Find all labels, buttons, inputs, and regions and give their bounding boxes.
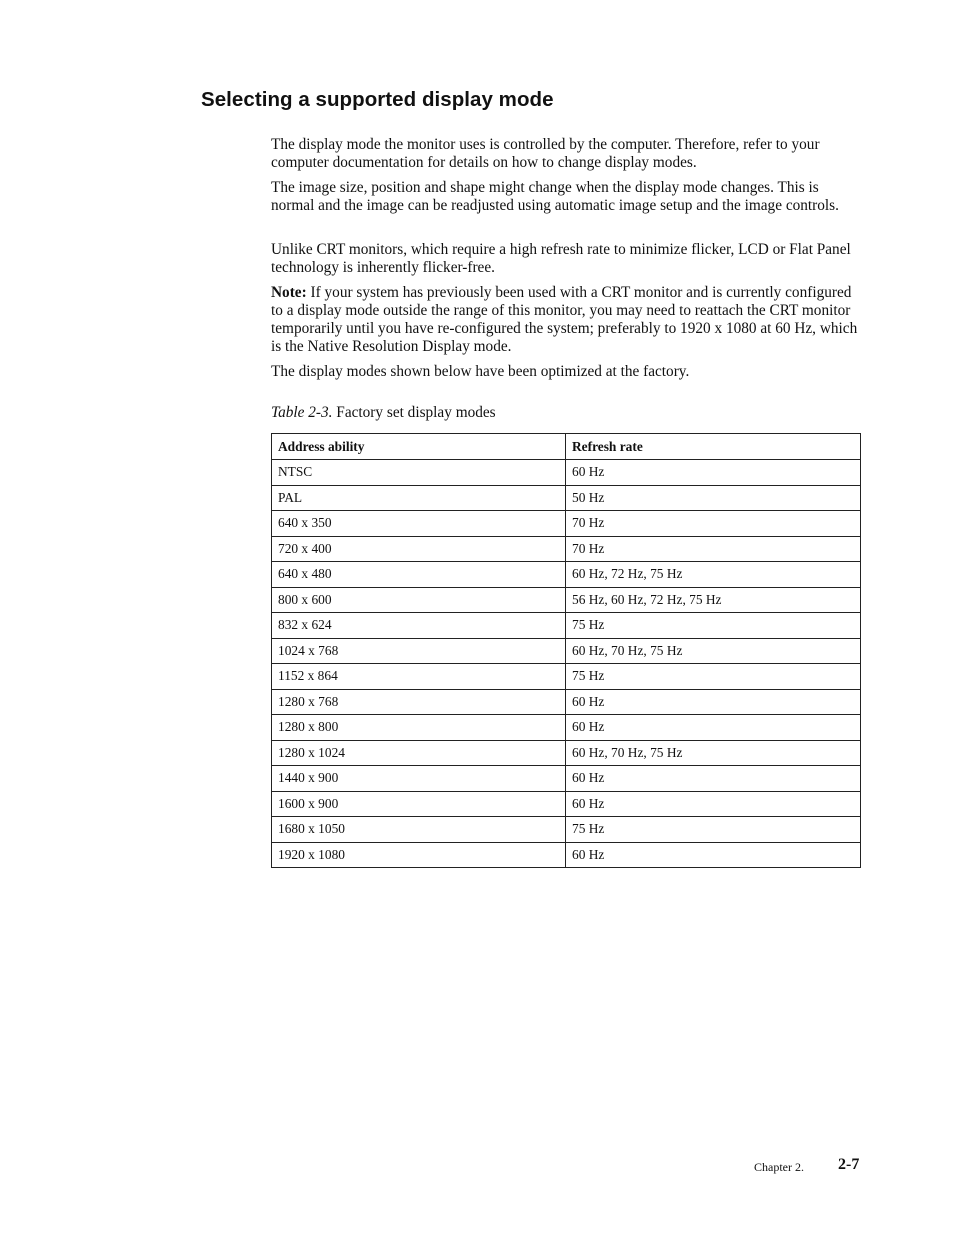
page-number: 2-7	[838, 1156, 860, 1173]
cell-address-ability: 800 x 600	[272, 587, 566, 613]
table-body	[272, 460, 861, 868]
table-row	[272, 817, 861, 843]
section-heading: Selecting a supported display mode	[201, 88, 554, 111]
paragraph-flicker-free: Unlike CRT monitors, which require a high refresh rate to minimize flicker, LCD or Flat Panel technology is inherently flicker-free.	[271, 241, 851, 276]
table-row	[272, 664, 861, 690]
cell-address-ability: 640 x 480	[272, 562, 566, 588]
cell-refresh-rate: 60 Hz	[566, 689, 861, 715]
table-row	[272, 460, 861, 486]
note-label: Note:	[271, 284, 307, 301]
cell-address-ability: 1920 x 1080	[272, 842, 566, 868]
paragraph-note	[271, 284, 863, 356]
header-address-ability: Address ability	[272, 434, 566, 460]
cell-address-ability: 720 x 400	[272, 536, 566, 562]
cell-address-ability: 1280 x 768	[272, 689, 566, 715]
cell-refresh-rate: 75 Hz	[566, 817, 861, 843]
cell-address-ability: 1152 x 864	[272, 664, 566, 690]
table-row	[272, 562, 861, 588]
cell-refresh-rate: 56 Hz, 60 Hz, 72 Hz, 75 Hz	[566, 587, 861, 613]
cell-refresh-rate: 60 Hz	[566, 766, 861, 792]
table-row	[272, 689, 861, 715]
cell-refresh-rate: 75 Hz	[566, 664, 861, 690]
cell-address-ability: 1024 x 768	[272, 638, 566, 664]
table-row	[272, 638, 861, 664]
table-row	[272, 791, 861, 817]
table-row	[272, 485, 861, 511]
cell-address-ability: 1440 x 900	[272, 766, 566, 792]
table-row	[272, 842, 861, 868]
cell-address-ability: 832 x 624	[272, 613, 566, 639]
cell-refresh-rate: 60 Hz	[566, 791, 861, 817]
cell-refresh-rate: 50 Hz	[566, 485, 861, 511]
cell-refresh-rate: 60 Hz, 70 Hz, 75 Hz	[566, 740, 861, 766]
table-caption-number: Table 2-3.	[271, 404, 333, 421]
cell-refresh-rate: 60 Hz	[566, 715, 861, 741]
table-row	[272, 511, 861, 537]
footer-chapter: Chapter 2.	[754, 1160, 804, 1174]
cell-refresh-rate: 75 Hz	[566, 613, 861, 639]
table-row	[272, 766, 861, 792]
cell-address-ability: NTSC	[272, 460, 566, 486]
table-caption	[271, 404, 496, 422]
cell-refresh-rate: 60 Hz, 70 Hz, 75 Hz	[566, 638, 861, 664]
cell-refresh-rate: 60 Hz	[566, 460, 861, 486]
cell-refresh-rate: 60 Hz, 72 Hz, 75 Hz	[566, 562, 861, 588]
cell-address-ability: 1280 x 800	[272, 715, 566, 741]
cell-address-ability: PAL	[272, 485, 566, 511]
table-row	[272, 715, 861, 741]
cell-address-ability: 640 x 350	[272, 511, 566, 537]
paragraph-image-size-change: The image size, position and shape might change when the display mode changes. This is normal and the image can be readjusted using automatic image setup and the image controls.	[271, 179, 839, 214]
cell-refresh-rate: 70 Hz	[566, 511, 861, 537]
table-row	[272, 740, 861, 766]
cell-refresh-rate: 70 Hz	[566, 536, 861, 562]
cell-address-ability: 1280 x 1024	[272, 740, 566, 766]
table-header-row	[272, 434, 861, 460]
table-row	[272, 587, 861, 613]
paragraph-display-mode-control: The display mode the monitor uses is controlled by the computer. Therefore, refer to your computer documentation for details on how to change display modes.	[271, 136, 820, 171]
cell-address-ability: 1680 x 1050	[272, 817, 566, 843]
display-modes-table	[271, 433, 861, 868]
cell-refresh-rate: 60 Hz	[566, 842, 861, 868]
table-row	[272, 536, 861, 562]
table-caption-title: Factory set display modes	[332, 404, 496, 421]
header-refresh-rate: Refresh rate	[566, 434, 861, 460]
table-row	[272, 613, 861, 639]
note-text: If your system has previously been used with a CRT monitor and is currently configured to a display mode outside the range of this monitor, you may need to reattach the CRT monitor temporarily until you have re-configured the system; preferably to 1920 x 1080 at 60 Hz, which is the Native Resolution Display mode.	[271, 284, 858, 355]
cell-address-ability: 1600 x 900	[272, 791, 566, 817]
paragraph-optimized-modes: The display modes shown below have been optimized at the factory.	[271, 363, 690, 380]
